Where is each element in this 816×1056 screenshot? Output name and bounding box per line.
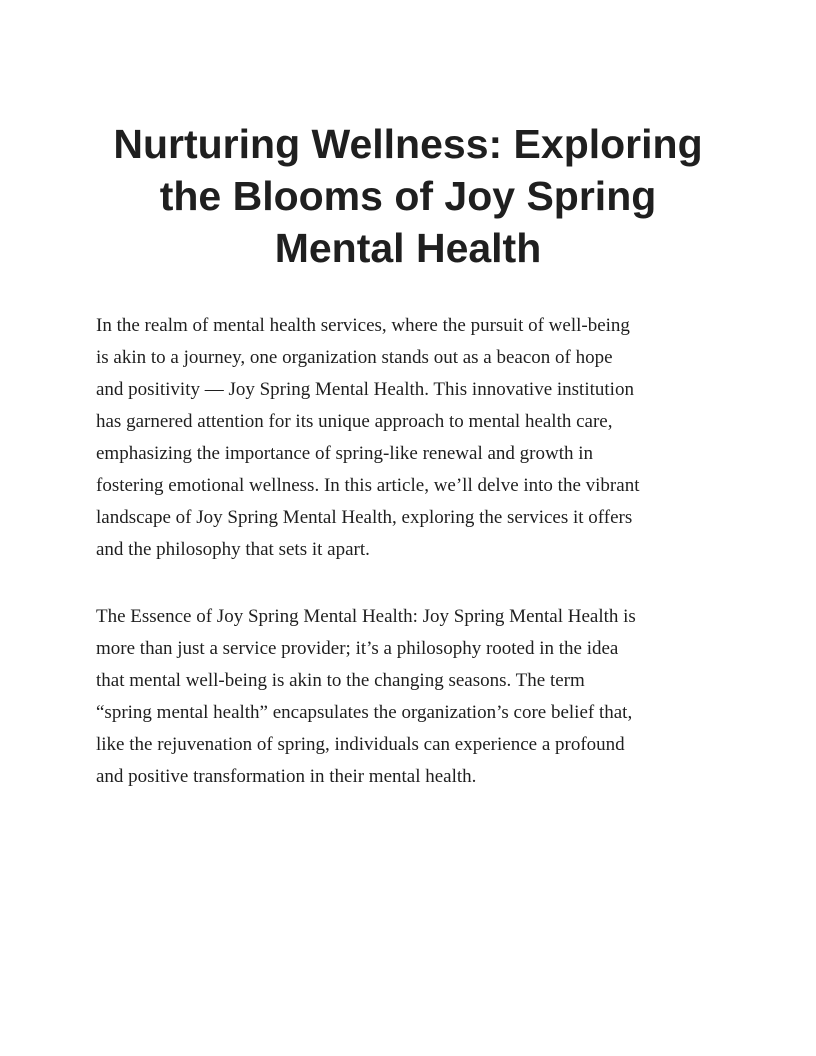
paragraph-line: “spring mental health” encapsulates the organization’s core belief that, xyxy=(96,702,633,723)
paragraph-line: and the philosophy that sets it apart. xyxy=(96,539,370,560)
essence-paragraph xyxy=(96,601,720,793)
title-line: Mental Health xyxy=(274,225,542,271)
paragraph-line: and positivity — Joy Spring Mental Health. This innovative institution xyxy=(96,379,634,400)
intro-paragraph xyxy=(96,310,720,566)
paragraph-line: In the realm of mental health services, where the pursuit of well-being xyxy=(96,315,630,336)
paragraph-line: landscape of Joy Spring Mental Health, exploring the services it offers xyxy=(96,507,633,528)
paragraph-line: and positive transformation in their mental health. xyxy=(96,766,477,787)
paragraph-line: that mental well-being is akin to the changing seasons. The term xyxy=(96,670,585,691)
paragraph-line: has garnered attention for its unique approach to mental health care, xyxy=(96,411,613,432)
title-line: the Blooms of Joy Spring xyxy=(159,173,657,219)
paragraph-line: The Essence of Joy Spring Mental Health: Joy Spring Mental Health is xyxy=(96,606,636,627)
paragraph-line: is akin to a journey, one organization stands out as a beacon of hope xyxy=(96,347,613,368)
paragraph-line: more than just a service provider; it’s a philosophy rooted in the idea xyxy=(96,638,619,659)
paragraph-line: fostering emotional wellness. In this article, we’ll delve into the vibrant xyxy=(96,475,640,496)
title-line: Nurturing Wellness: Exploring xyxy=(113,121,703,167)
paragraph-line: like the rejuvenation of spring, individuals can experience a profound xyxy=(96,734,625,755)
document-title xyxy=(96,118,720,274)
paragraph-line: emphasizing the importance of spring-like renewal and growth in xyxy=(96,443,594,464)
